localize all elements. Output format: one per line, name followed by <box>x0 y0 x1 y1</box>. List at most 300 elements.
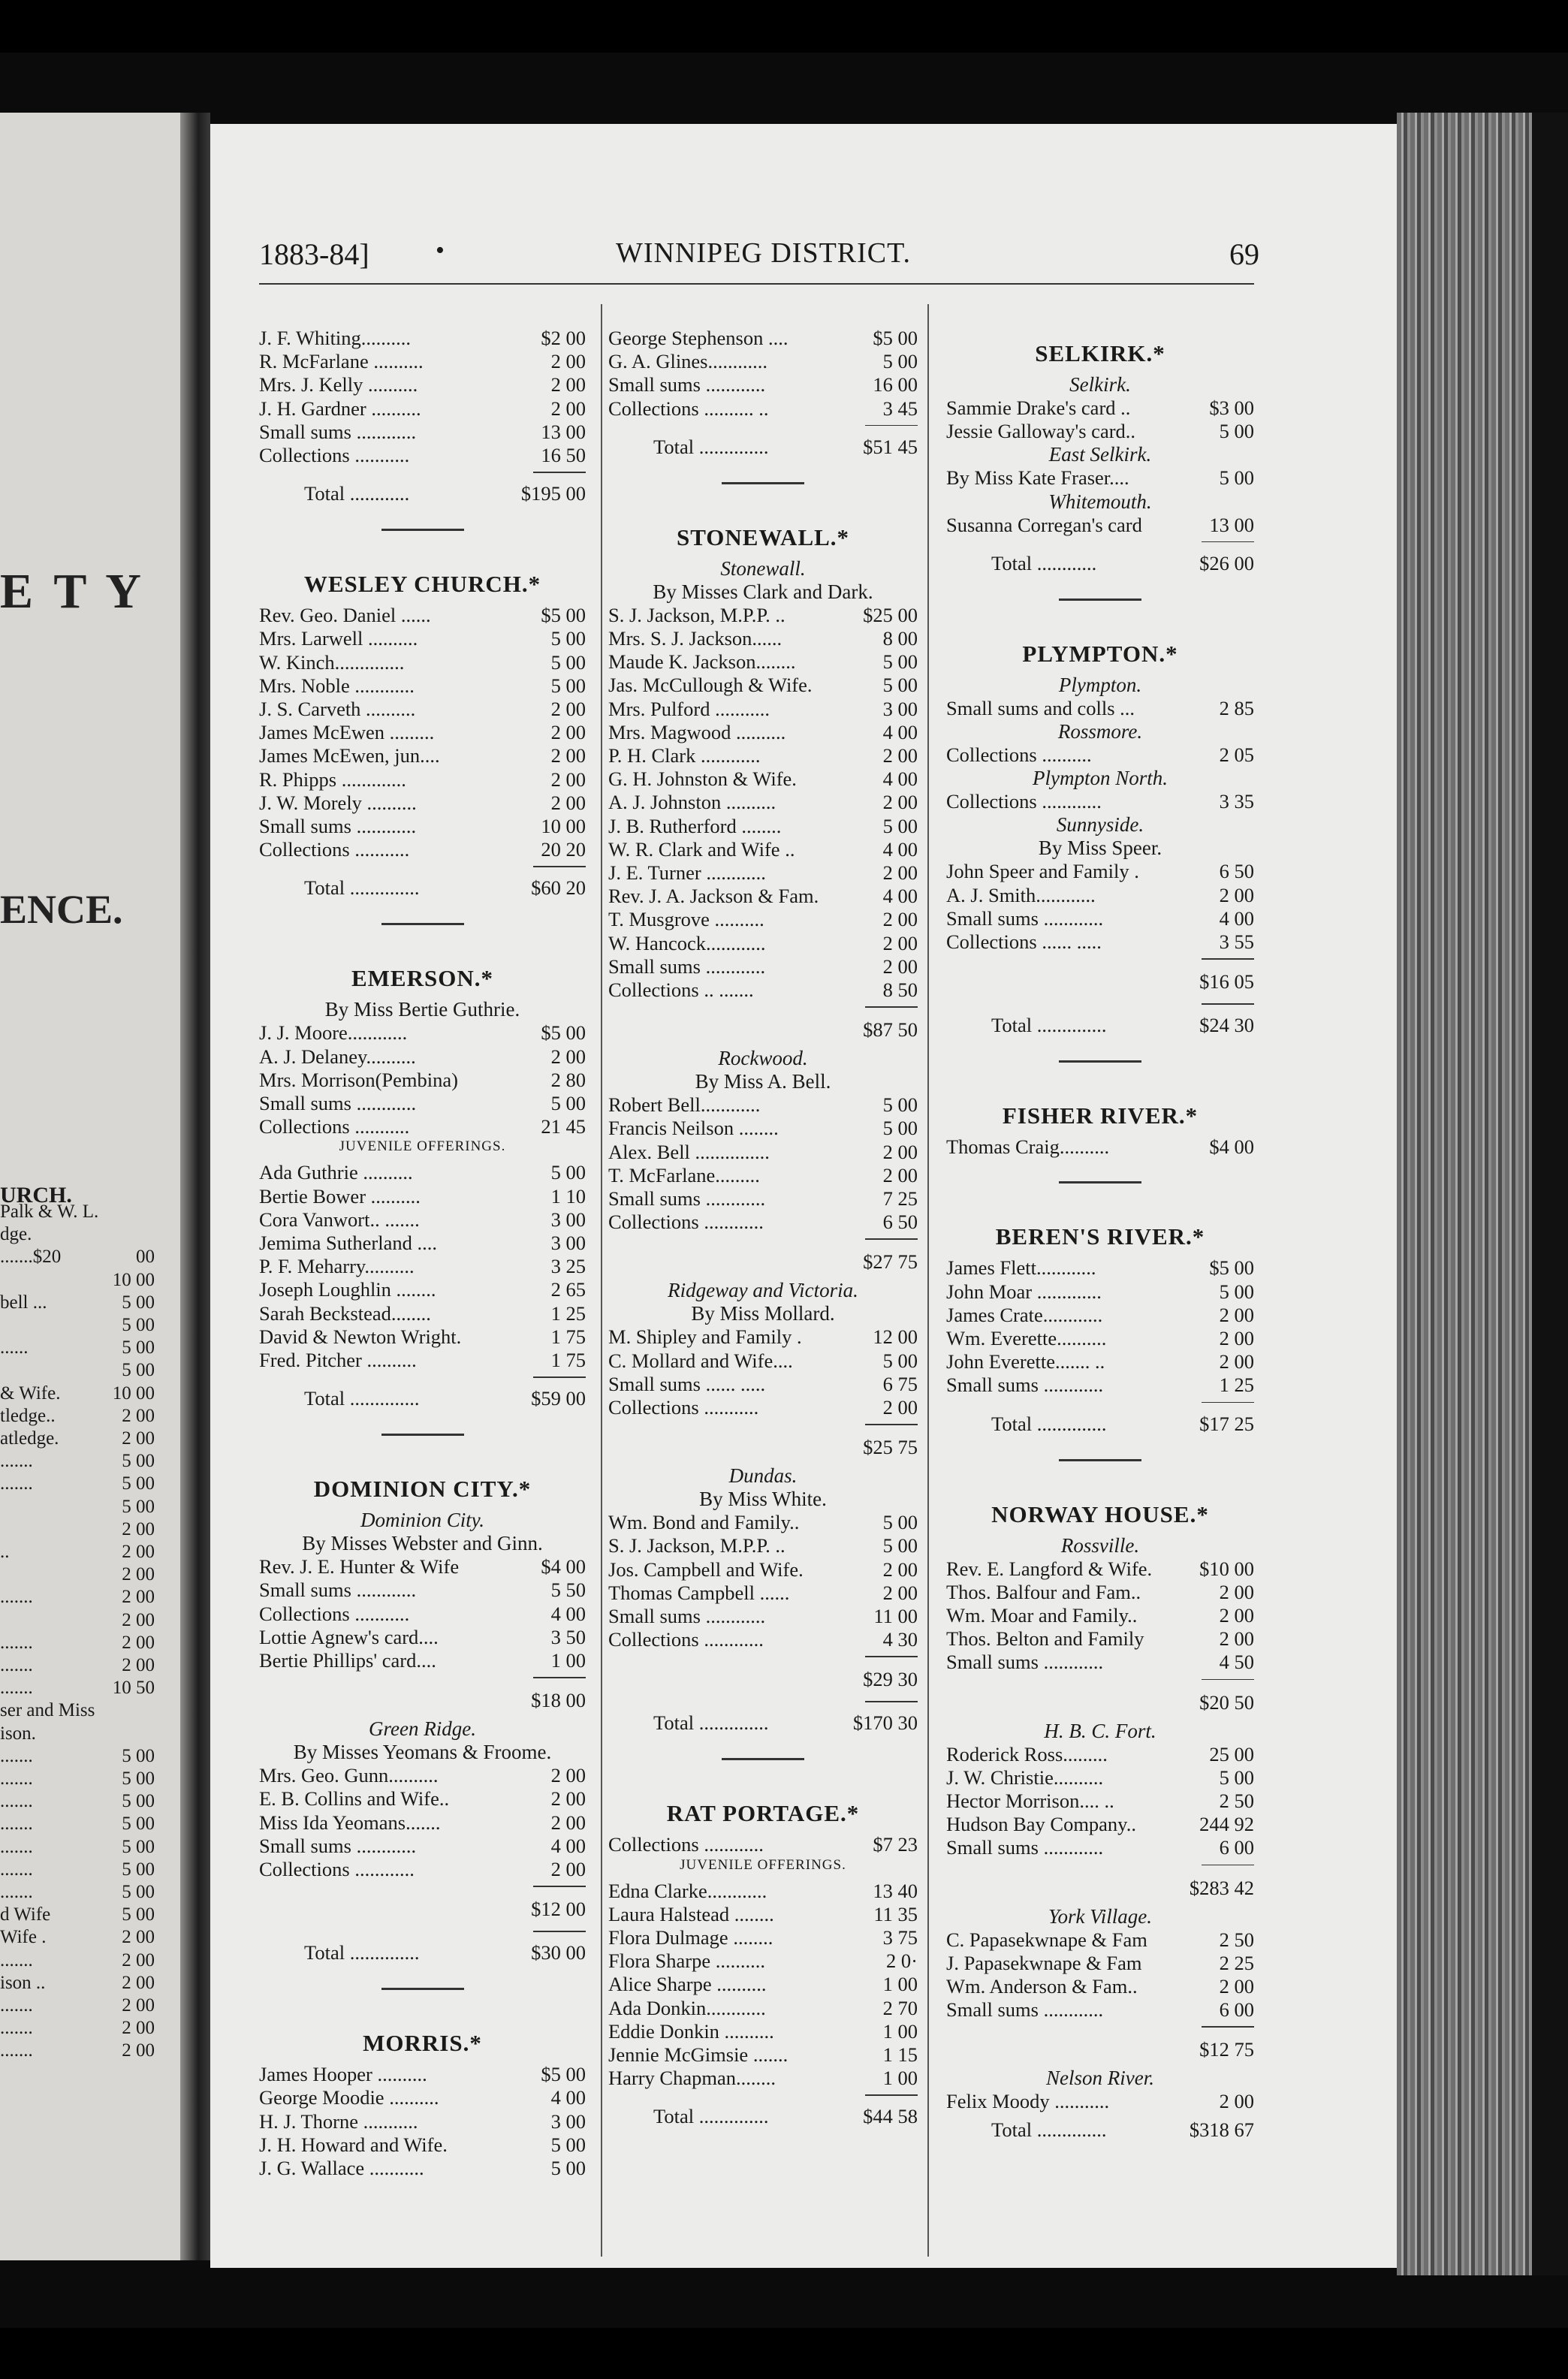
left-page-line-label: ....... <box>0 1473 33 1494</box>
entry-amount: 16 50 <box>541 444 586 466</box>
left-page-line-amount: 2 00 <box>122 1632 155 1653</box>
total-row <box>259 1387 586 1410</box>
total-row <box>946 2118 1254 2141</box>
entry-amount: 5 00 <box>882 674 918 697</box>
entry-label: T. McFarlane......... <box>608 1163 760 1186</box>
donation-row <box>259 791 586 814</box>
entry-amount: 2 00 <box>882 1581 918 1604</box>
sum-rule <box>1202 958 1254 960</box>
entry-label: George Stephenson .... <box>608 327 789 349</box>
entry-amount: 21 45 <box>541 1115 586 1138</box>
collector-line: By Miss A. Bell. <box>695 1070 831 1093</box>
entry-amount: $87 50 <box>863 1018 918 1042</box>
donation-row <box>608 1164 918 1186</box>
entry-label: Total .............. <box>304 876 420 900</box>
donation-row <box>608 721 918 743</box>
donation-row <box>608 1903 918 1925</box>
entry-amount: 4 00 <box>882 720 918 743</box>
entry-label: Fred. Pitcher .......... <box>259 1349 417 1371</box>
left-page-line-amount: 2 00 <box>122 1587 155 1608</box>
left-page-line <box>0 1224 173 1245</box>
column-divider <box>927 304 929 2257</box>
entry-label: John Moar ............. <box>946 1280 1102 1303</box>
entry-label: Small sums ............ <box>608 373 766 396</box>
entry-amount: 2 00 <box>550 396 586 420</box>
donation-row <box>608 838 918 861</box>
entry-label: Small sums ............ <box>259 1578 417 1602</box>
entry-amount: 1 25 <box>1219 1373 1254 1397</box>
entry-label: Wm. Moar and Family.. <box>946 1604 1138 1627</box>
entry-amount: 13 00 <box>541 420 586 443</box>
sum-rule <box>865 1424 918 1425</box>
total-row <box>608 436 918 458</box>
entry-label: Collections ............ <box>259 1858 415 1880</box>
entry-amount: 2 00 <box>550 767 586 791</box>
donation-row <box>608 955 918 978</box>
page-number: 69 <box>1229 237 1259 271</box>
entry-label: James Flett............ <box>946 1256 1096 1280</box>
entry-label: P. H. Clark ............ <box>608 744 761 767</box>
section-separator <box>1059 1181 1141 1183</box>
entry-label: Collections .......... .. <box>608 396 769 420</box>
left-page-line-label: ....... <box>0 1745 33 1766</box>
total-row <box>946 1413 1254 1435</box>
entry-label: Susanna Corregan's card <box>946 513 1142 536</box>
entry-amount: $51 45 <box>863 435 918 458</box>
left-page-line <box>0 1700 173 1721</box>
entry-label: Small sums ...... ..... <box>608 1372 766 1395</box>
entry-amount: 2 00 <box>882 1557 918 1581</box>
donation-row <box>946 1952 1254 1974</box>
left-page-line-amount: 5 00 <box>122 1836 155 1857</box>
entry-amount: 2 05 <box>1219 743 1254 766</box>
donation-row <box>946 466 1254 489</box>
entry-amount: 5 00 <box>882 1349 918 1372</box>
entry-amount: 5 00 <box>882 1534 918 1557</box>
entry-label: Collections .......... <box>946 743 1092 766</box>
left-page-line <box>0 1791 173 1812</box>
donation-row <box>946 1928 1254 1951</box>
entry-label: George Moodie .......... <box>259 2086 439 2109</box>
entry-amount: $7 23 <box>873 1833 918 1856</box>
donation-row <box>259 674 586 697</box>
subtotal-row <box>608 1668 918 1690</box>
entry-label: James Hooper .......... <box>259 2063 427 2086</box>
collector-line: By Miss White. <box>699 1488 827 1511</box>
entry-label: J. H. Howard and Wife. <box>259 2133 448 2156</box>
donation-row <box>946 907 1254 930</box>
entry-label: Small sums ............ <box>608 1605 766 1627</box>
left-page-line-label: ....... <box>0 1882 33 1902</box>
left-page-line-amount: 2 00 <box>122 2040 155 2061</box>
left-page-line-amount: 5 00 <box>122 1496 155 1517</box>
entry-amount: 2 00 <box>882 1163 918 1186</box>
entry-amount: 10 00 <box>541 815 586 837</box>
entry-label: J. F. Whiting.......... <box>259 327 412 349</box>
donation-row <box>946 1766 1254 1789</box>
entry-amount: 5 00 <box>882 814 918 837</box>
donation-row <box>259 815 586 837</box>
entry-label: Small sums ............ <box>946 906 1104 930</box>
left-page-line-amount: 2 00 <box>122 1564 155 1585</box>
juvenile-offerings-label: JUVENILE OFFERINGS. <box>339 1138 506 1155</box>
entry-label: Total .............. <box>991 2118 1107 2141</box>
donation-row <box>608 604 918 626</box>
entry-label: Collections ........... <box>259 444 410 466</box>
donation-row <box>946 884 1254 906</box>
entry-label: Bertie Phillips' card.... <box>259 1649 436 1672</box>
entry-amount: 2 0· <box>886 1949 918 1973</box>
entry-label: J. Papasekwnape & Fam <box>946 1951 1142 1974</box>
left-page-line-label: d Wife <box>0 1904 51 1925</box>
entry-label: Wm. Anderson & Fam.. <box>946 1975 1138 1998</box>
left-page-line <box>0 1406 173 1427</box>
entry-label: Mrs. J. Kelly .......... <box>259 373 418 396</box>
section-heading: MORRIS.* <box>363 2030 482 2057</box>
section-heading: DOMINION CITY.* <box>313 1476 532 1503</box>
donation-row <box>608 627 918 650</box>
sum-rule <box>533 1376 586 1378</box>
entry-label: John Everette....... .. <box>946 1350 1105 1373</box>
donation-row <box>259 744 586 767</box>
donation-row <box>608 2020 918 2043</box>
collector-line: By Miss Mollard. <box>691 1302 835 1325</box>
donation-row <box>946 1975 1254 1998</box>
page-year: 1883-84] <box>259 237 369 271</box>
entry-amount: 4 00 <box>882 837 918 861</box>
entry-amount: 2 00 <box>550 373 586 396</box>
left-page-line-amount: 2 00 <box>122 1655 155 1675</box>
entry-label: Collections ............ <box>946 790 1102 813</box>
entry-label: Thos. Belton and Family <box>946 1627 1144 1651</box>
entry-label: Small sums and colls ... <box>946 696 1135 719</box>
entry-label: Small sums ............ <box>946 1373 1104 1397</box>
entry-amount: 2 00 <box>1219 1604 1254 1627</box>
left-page-line-label: dge. <box>0 1224 32 1245</box>
entry-amount: 4 00 <box>882 767 918 791</box>
sum-rule <box>1202 1402 1254 1404</box>
entry-amount: 2 00 <box>1219 1350 1254 1373</box>
total-row <box>259 482 586 505</box>
sum-rule <box>865 1701 918 1702</box>
left-page-text: ENCE. <box>0 887 123 932</box>
left-page-line-label: .. <box>0 1542 10 1562</box>
section-heading: RAT PORTAGE.* <box>666 1800 860 1827</box>
donation-row <box>946 1557 1254 1580</box>
entry-label: Mrs. Morrison(Pembina) <box>259 1068 458 1091</box>
entry-amount: 2 00 <box>882 791 918 814</box>
entry-label: Sammie Drake's card .. <box>946 396 1131 419</box>
entry-amount: 2 00 <box>1219 1975 1254 1998</box>
entry-amount: $5 00 <box>873 327 918 349</box>
left-page-line-amount: 5 00 <box>122 1745 155 1766</box>
donation-row <box>259 1626 586 1648</box>
entry-label: Collections .. ....... <box>608 978 754 1001</box>
donation-row <box>259 350 586 372</box>
sum-rule <box>533 1931 586 1932</box>
entry-amount: 244 92 <box>1199 1813 1254 1836</box>
entry-label: Total .............. <box>653 1711 769 1735</box>
donation-row <box>608 397 918 420</box>
left-page-line <box>0 2040 173 2061</box>
entry-label: James McEwen, jun.... <box>259 744 440 767</box>
donation-row <box>608 767 918 790</box>
entry-amount: 4 50 <box>1219 1651 1254 1674</box>
entry-amount: $318 67 <box>1189 2118 1254 2141</box>
donation-row <box>259 1021 586 1044</box>
sum-rule <box>533 1886 586 1887</box>
subtotal-row <box>946 1691 1254 1714</box>
left-page-fragment <box>0 113 180 2260</box>
entry-amount: $25 00 <box>863 603 918 626</box>
donation-row <box>259 627 586 650</box>
sum-rule <box>533 472 586 473</box>
left-page-line-amount: 2 00 <box>122 1428 155 1449</box>
donation-row <box>259 1858 586 1880</box>
entry-amount: 4 00 <box>882 885 918 908</box>
left-page-line-label: ....... <box>0 1995 33 2016</box>
entry-amount: $44 58 <box>863 2105 918 2128</box>
donation-row <box>259 2133 586 2156</box>
left-page-line-amount: 2 00 <box>122 1927 155 1948</box>
entry-amount: 5 00 <box>882 1093 918 1117</box>
entry-amount: $12 75 <box>1199 2038 1254 2061</box>
donation-row <box>259 1278 586 1301</box>
entry-amount: 3 25 <box>550 1255 586 1278</box>
entry-label: Jessie Galloway's card.. <box>946 420 1136 443</box>
entry-label: Collections ........... <box>259 1602 410 1625</box>
entry-amount: $24 30 <box>1199 1014 1254 1037</box>
entry-amount: 2 00 <box>550 1045 586 1068</box>
subtotal-row <box>608 1436 918 1458</box>
left-page-line <box>0 1292 173 1313</box>
entry-label: Mrs. Geo. Gunn.......... <box>259 1764 439 1787</box>
donation-row <box>608 1949 918 1972</box>
location-subheading: Plympton North. <box>1033 767 1168 790</box>
entry-amount: 2 85 <box>1219 696 1254 719</box>
donation-row <box>259 1208 586 1231</box>
entry-amount: 2 00 <box>550 1811 586 1834</box>
entry-amount: 13 00 <box>1209 513 1254 536</box>
donation-row <box>608 2067 918 2089</box>
scan-top-border <box>0 0 1568 53</box>
entry-label: Cora Vanwort.. ....... <box>259 1208 420 1231</box>
entry-amount: $27 75 <box>863 1250 918 1274</box>
entry-label: Total .............. <box>653 435 769 458</box>
entry-label: Small sums ............ <box>259 420 417 443</box>
donation-row <box>608 1581 918 1604</box>
donation-row <box>259 1811 586 1834</box>
donation-row <box>946 1256 1254 1279</box>
left-page-line-amount: 2 00 <box>122 2018 155 2039</box>
donation-row <box>608 1117 918 1139</box>
section-heading: SELKIRK.* <box>1035 340 1165 366</box>
donation-row <box>259 1045 586 1068</box>
entry-label: Small sums ............ <box>946 1836 1104 1859</box>
scan-bottom-border <box>0 2328 1568 2379</box>
entry-label: Hector Morrison.... .. <box>946 1790 1114 1812</box>
entry-amount: $59 00 <box>531 1387 586 1410</box>
location-subheading: Nelson River. <box>1046 2067 1154 2090</box>
location-subheading: Green Ridge. <box>369 1717 476 1741</box>
entry-label: Joseph Loughlin ........ <box>259 1278 436 1301</box>
entry-label: Edna Clarke............ <box>608 1879 767 1902</box>
left-page-line-label: ....... <box>0 1814 33 1835</box>
donation-row <box>259 2157 586 2179</box>
entry-amount: 2 00 <box>550 744 586 767</box>
left-page-line <box>0 1633 173 1654</box>
entry-label: John Speer and Family . <box>946 860 1139 883</box>
section-heading: WESLEY CHURCH.* <box>303 571 541 598</box>
entry-label: Harry Chapman........ <box>608 2067 776 2090</box>
entry-label: Small sums ............ <box>946 1998 1104 2022</box>
entry-label: J. W. Morely .......... <box>259 791 417 814</box>
entry-amount: 6 00 <box>1219 1998 1254 2022</box>
total-row <box>608 2105 918 2127</box>
entry-label: Total .............. <box>304 1387 420 1410</box>
entry-amount: $18 00 <box>531 1689 586 1712</box>
entry-label: Roderick Ross......... <box>946 1742 1108 1765</box>
entry-amount: 7 25 <box>882 1187 918 1210</box>
entry-label: Rev. J. E. Hunter & Wife <box>259 1555 460 1578</box>
book-gutter <box>180 113 210 2260</box>
total-row <box>946 552 1254 574</box>
left-page-line <box>0 1723 173 1744</box>
left-page-line-amount: 00 <box>136 1247 155 1268</box>
location-subheading: Dominion City. <box>360 1509 484 1532</box>
entry-label: J. G. Wallace ........... <box>259 2157 424 2179</box>
entry-amount: $12 00 <box>531 1898 586 1921</box>
entry-label: Thos. Balfour and Fam.. <box>946 1580 1141 1603</box>
entry-amount: 11 00 <box>873 1605 918 1627</box>
left-page-text: E T Y <box>0 564 146 619</box>
left-page-line-amount: 2 00 <box>122 1995 155 2016</box>
left-page-line-label: ....... <box>0 1655 33 1675</box>
left-page-line <box>0 1428 173 1449</box>
entry-label: Small sums ............ <box>259 1834 417 1857</box>
donation-row <box>259 373 586 396</box>
left-page-line-label: ....... <box>0 2040 33 2061</box>
entry-label: Robert Bell............ <box>608 1093 761 1117</box>
entry-amount: $5 00 <box>541 604 586 627</box>
donation-row <box>946 1373 1254 1396</box>
donation-row <box>608 650 918 673</box>
entry-label: Jennie McGimsie ....... <box>608 2043 789 2066</box>
left-page-line-amount: 2 00 <box>122 1609 155 1630</box>
donation-row <box>608 1628 918 1651</box>
left-page-line <box>0 1859 173 1880</box>
donation-row <box>946 1790 1254 1812</box>
sum-rule <box>1202 1003 1254 1005</box>
entry-amount: 2 00 <box>550 1858 586 1880</box>
entry-amount: 2 00 <box>550 721 586 744</box>
left-page-line <box>0 1542 173 1563</box>
donation-row <box>946 1813 1254 1835</box>
subtotal-row <box>946 970 1254 993</box>
entry-label: Jas. McCullough & Wife. <box>608 674 813 697</box>
entry-amount: 1 00 <box>882 2019 918 2043</box>
entry-amount: 5 00 <box>550 1092 586 1114</box>
donation-row <box>608 698 918 720</box>
left-page-line <box>0 1473 173 1494</box>
entry-label: Collections ............ <box>608 1833 764 1856</box>
section-heading: BEREN'S RIVER.* <box>995 1223 1205 1250</box>
donation-row <box>259 651 586 674</box>
total-row <box>259 876 586 899</box>
entry-amount: 3 00 <box>550 2109 586 2133</box>
entry-label: T. Musgrove .......... <box>608 908 764 931</box>
left-page-line <box>0 1768 173 1790</box>
entry-amount: 5 00 <box>1219 466 1254 490</box>
entry-amount: 13 40 <box>873 1879 918 1902</box>
left-page-line <box>0 1927 173 1948</box>
entry-amount: $170 30 <box>852 1711 918 1735</box>
donation-row <box>608 2043 918 2066</box>
donation-row <box>608 978 918 1001</box>
left-page-line <box>0 1950 173 1971</box>
page <box>210 124 1397 2268</box>
sum-rule <box>1202 2026 1254 2028</box>
donation-row <box>259 768 586 791</box>
entry-amount: 8 00 <box>882 627 918 650</box>
donation-row <box>259 1349 586 1371</box>
entry-label: A. J. Johnston .......... <box>608 791 776 814</box>
donation-row <box>259 1578 586 1601</box>
entry-label: Rev. J. A. Jackson & Fam. <box>608 885 819 908</box>
entry-label: Bertie Bower .......... <box>259 1184 421 1208</box>
donation-row <box>259 327 586 349</box>
donation-row <box>259 1069 586 1091</box>
left-page-line-label: Wife . <box>0 1927 47 1948</box>
entry-amount: 5 00 <box>1219 1765 1254 1789</box>
total-row <box>946 1014 1254 1036</box>
donation-row <box>608 1973 918 1995</box>
left-page-line <box>0 1678 173 1699</box>
entry-amount: $10 00 <box>1199 1557 1254 1580</box>
entry-label: W. Hancock............ <box>608 931 766 954</box>
left-page-line-amount: 10 50 <box>112 1678 155 1699</box>
donation-row <box>608 744 918 767</box>
donation-row <box>608 815 918 837</box>
entry-amount: 2 00 <box>882 1396 918 1419</box>
left-page-line-label: ....... <box>0 1451 33 1472</box>
donation-row <box>608 327 918 349</box>
location-subheading: Plympton. <box>1058 673 1142 696</box>
entry-label: Wm. Everette.......... <box>946 1327 1107 1349</box>
donation-row <box>608 1833 918 1856</box>
location-subheading: East Selkirk. <box>1048 443 1152 466</box>
donation-row <box>259 1649 586 1672</box>
entry-label: C. Mollard and Wife.... <box>608 1349 793 1372</box>
entry-label: W. R. Clark and Wife .. <box>608 837 795 861</box>
entry-amount: $5 00 <box>1209 1256 1254 1280</box>
left-page-line-amount: 2 00 <box>122 1542 155 1562</box>
entry-label: Sarah Beckstead........ <box>259 1301 431 1325</box>
donation-row <box>608 885 918 907</box>
entry-label: Maude K. Jackson........ <box>608 650 796 674</box>
donation-row <box>946 396 1254 419</box>
entry-amount: 6 50 <box>1219 860 1254 883</box>
entry-label: Collections ............ <box>608 1628 764 1651</box>
entry-amount: 1 75 <box>550 1325 586 1348</box>
entry-label: R. Phipps ............. <box>259 767 406 791</box>
entry-label: Total ............ <box>991 551 1097 574</box>
entry-label: Small sums ............ <box>608 1187 766 1210</box>
donation-row <box>608 1396 918 1419</box>
entry-amount: 4 00 <box>550 2086 586 2109</box>
left-page-line-label: ser and Miss <box>0 1700 95 1721</box>
left-page-line-amount: 5 00 <box>122 1904 155 1925</box>
